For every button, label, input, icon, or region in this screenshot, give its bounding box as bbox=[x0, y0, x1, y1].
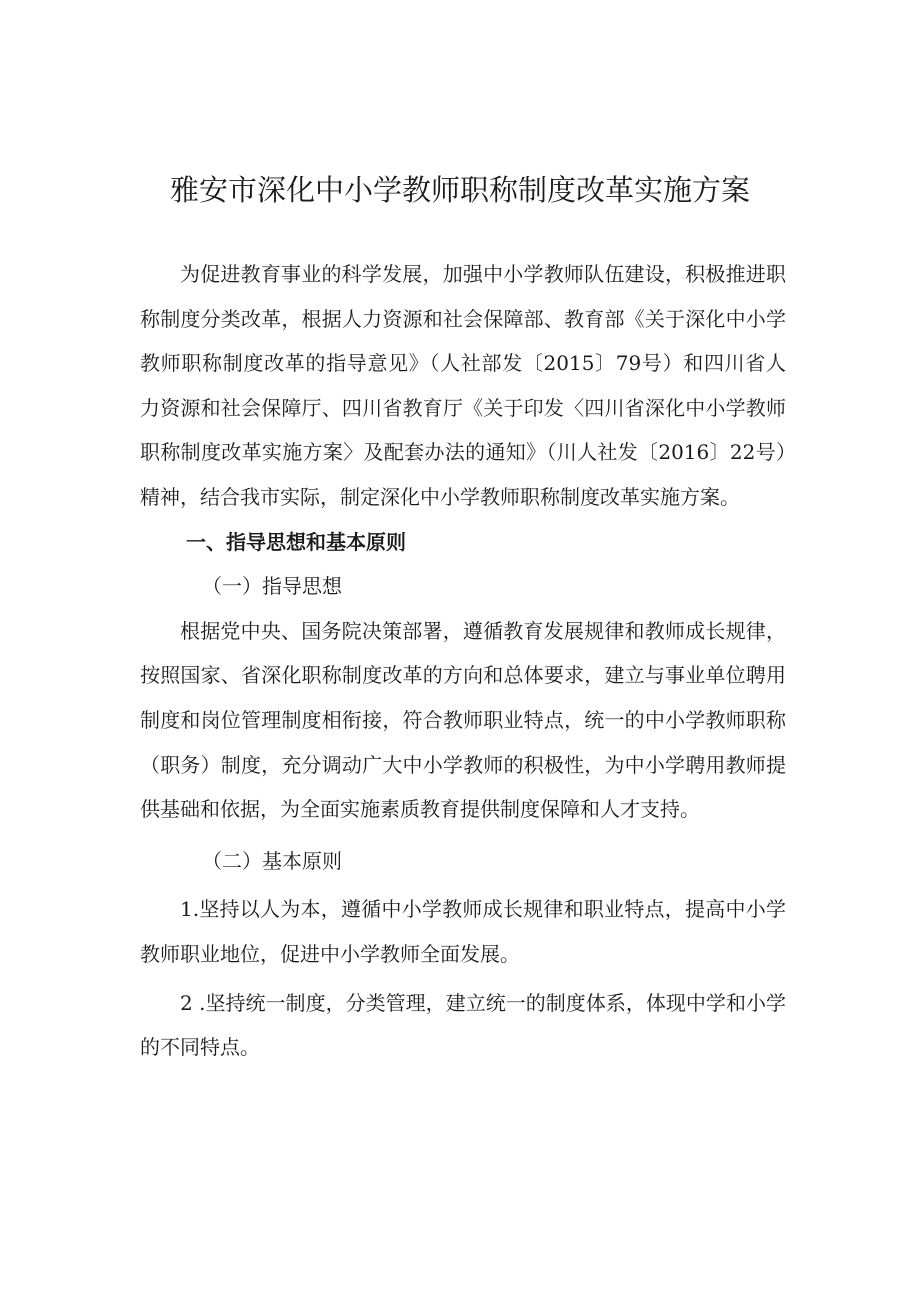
document-body bbox=[140, 252, 786, 1070]
guiding-ideology-paragraph: 根据党中央、国务院决策部署，遵循教育发展规律和教师成长规律，按照国家、省深化职称制度改革的方向和总体要求，建立与事业单位聘用制度和岗位管理制度相衔接，符合教师职业特点，统一的中小学教师职称（职务）制度，充分调动广大中小学教师的积极性，为中小学聘用教师提供基础和依据，为全面实施素质教育提供制度保障和人才支持。 bbox=[140, 618, 786, 822]
subsection-heading-guiding-ideology: （一）指导思想 bbox=[202, 574, 342, 599]
principle-2-paragraph: 2 .坚持统一制度，分类管理，建立统一的制度体系，体现中学和小学的不同特点。 bbox=[140, 990, 786, 1060]
subsection-heading-basic-principles: （二）基本原则 bbox=[202, 848, 342, 873]
document-title: 雅安市深化中小学教师职称制度改革实施方案 bbox=[169, 173, 750, 207]
intro-paragraph: 为促进教育事业的科学发展，加强中小学教师队伍建设，积极推进职称制度分类改革，根据人力资源和社会保障部、教育部《关于深化中小学教师职称制度改革的指导意见》（人社部发〔2015〕79号）和四川省人力资源和社会保障厅、四川省教育厅《关于印发〈四川省深化中小学教师职称制度改革实施方案〉及配套办法的通知》（川人社发〔2016〕22号）精神，结合我市实际，制定深化中小学教师职称制度改革实施方案。 bbox=[140, 262, 786, 509]
section-heading-guiding-principles: 一、指导思想和基本原则 bbox=[186, 529, 406, 554]
principle-1-paragraph: 1.坚持以人为本，遵循中小学教师成长规律和职业特点，提高中小学教师职业地位，促进中小学教师全面发展。 bbox=[140, 897, 786, 966]
